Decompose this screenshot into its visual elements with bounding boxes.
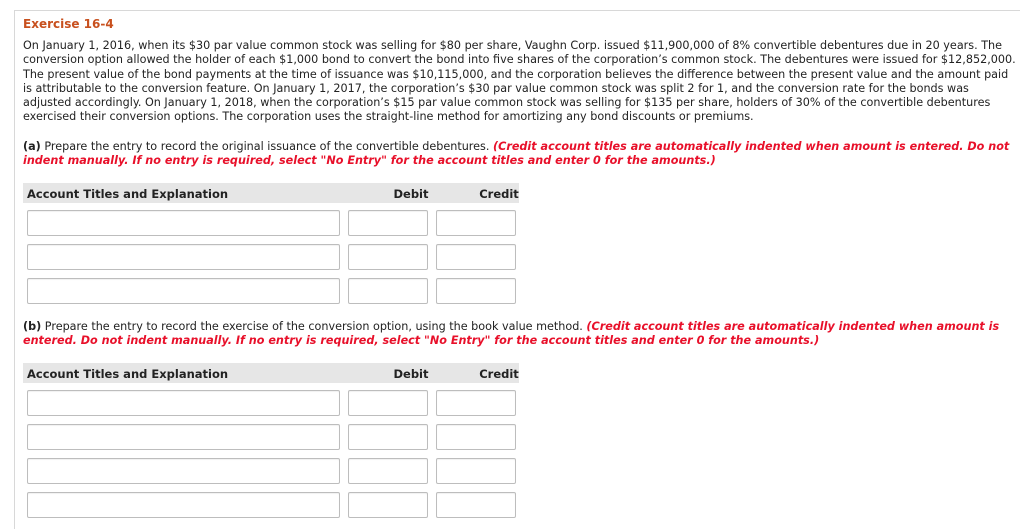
account-title-input[interactable] — [27, 278, 340, 304]
problem-text: On January 1, 2016, when its $30 par value common stock was selling for $80 per share, Vaughn Corp. issued $11,900,000 of 8% convertible debentures due in 20 years. The conversion option allowed the holder of each $1,000 bond to convert the bond into five shares of the corporation’s common stock. The debentures were issued for $12,852,000. The present value of the bond payments at the time of issuance was $10,115,000, and the corporation believes the difference between the present value and the amount paid is attributable to the conversion feature. On January 1, 2017, the corporation’s $30 par value common stock was split 2 for 1, and the conversion rate for the bonds was adjusted accordingly. On January 1, 2018, when the corporation’s $15 par value common stock was selling for $135 per share, holders of 30% of the convertible debentures exercised their conversion options. The corporation uses the straight-line method for amortizing any bond discounts or premiums. — [23, 39, 1016, 124]
account-titles-header: Account Titles and Explanation — [27, 367, 229, 381]
part-b-entry-row — [27, 390, 519, 416]
credit-input[interactable] — [436, 210, 516, 236]
debit-header: Debit — [393, 187, 429, 201]
part-a-question: Prepare the entry to record the original issuance of the convertible debentures. — [40, 140, 493, 153]
part-b-entry-row — [27, 458, 519, 484]
account-title-input[interactable] — [27, 390, 340, 416]
part-b-entry-row — [27, 424, 519, 450]
debit-header: Debit — [393, 367, 429, 381]
part-a-prompt — [23, 140, 1021, 169]
credit-input[interactable] — [436, 458, 516, 484]
debit-input[interactable] — [348, 244, 428, 270]
part-a-instruction: (Credit account titles are automatically indented when amount is entered. Do not indent manually. If no entry is required, select "No Entry" for the account titles and enter 0 for the amounts.) — [23, 140, 1010, 168]
part-a-entry-row — [27, 244, 519, 270]
part-b-prompt — [23, 320, 1021, 349]
credit-header: Credit — [479, 367, 519, 381]
debit-input[interactable] — [348, 424, 428, 450]
debit-input[interactable] — [348, 492, 428, 518]
part-a-entry-row — [27, 278, 519, 304]
account-title-input[interactable] — [27, 424, 340, 450]
debit-input[interactable] — [348, 210, 428, 236]
credit-input[interactable] — [436, 278, 516, 304]
account-titles-header: Account Titles and Explanation — [27, 187, 229, 201]
part-b-entry-row — [27, 492, 519, 518]
part-b-instruction: (Credit account titles are automatically indented when amount is entered. Do not indent manually. If no entry is required, select "No Entry" for the account titles and enter 0 for the amounts.) — [23, 320, 1000, 348]
debit-input[interactable] — [348, 458, 428, 484]
part-a-table-header — [23, 183, 519, 203]
account-title-input[interactable] — [27, 492, 340, 518]
debit-input[interactable] — [348, 278, 428, 304]
part-a-label: (a) — [23, 140, 41, 153]
account-title-input[interactable] — [27, 210, 340, 236]
part-a-entry-row — [27, 210, 519, 236]
debit-input[interactable] — [348, 390, 428, 416]
account-title-input[interactable] — [27, 244, 340, 270]
part-b-table-header — [23, 363, 519, 383]
credit-input[interactable] — [436, 492, 516, 518]
part-b-question: Prepare the entry to record the exercise of the conversion option, using the book value method. — [41, 320, 587, 333]
credit-input[interactable] — [436, 390, 516, 416]
credit-input[interactable] — [436, 424, 516, 450]
exercise-title: Exercise 16-4 — [23, 17, 114, 31]
credit-input[interactable] — [436, 244, 516, 270]
credit-header: Credit — [479, 187, 519, 201]
part-b-label: (b) — [23, 320, 42, 333]
account-title-input[interactable] — [27, 458, 340, 484]
